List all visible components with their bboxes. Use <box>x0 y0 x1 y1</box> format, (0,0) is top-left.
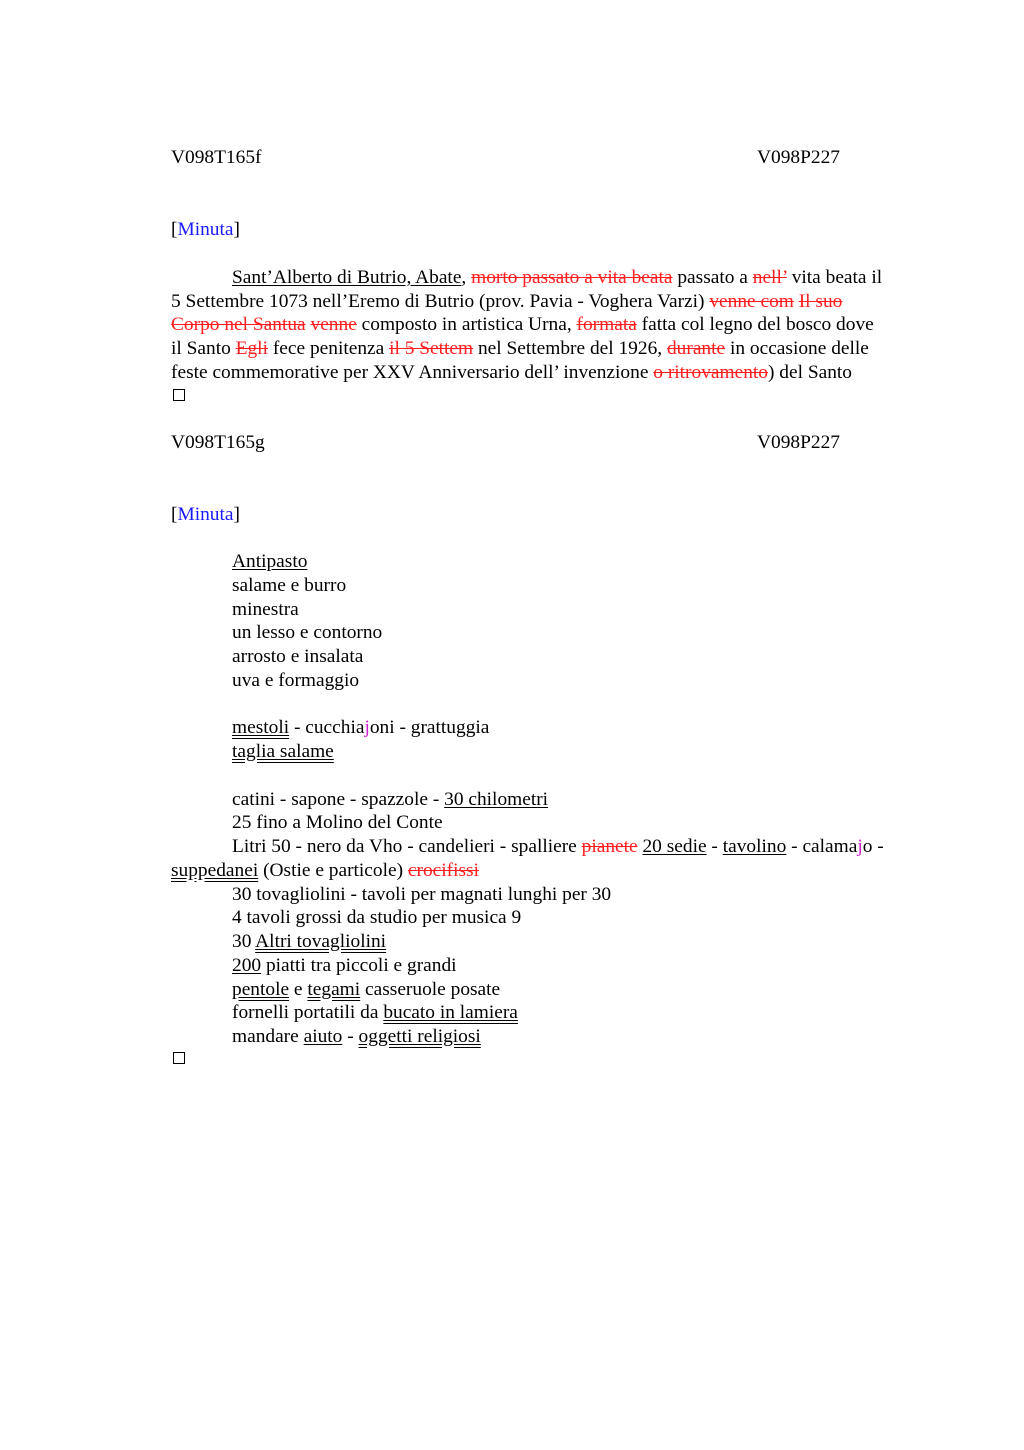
deleted-text: morto passato a vita beata <box>471 267 673 288</box>
menu-item: salame e burro <box>232 575 347 596</box>
paragraph-line-2: 5 Settembre 1073 nell’Eremo di Butrio (prov. Pavia - Voghera Varzi) venne com Il suo <box>171 291 843 312</box>
menu-item: un lesso e contorno <box>232 622 383 643</box>
deleted-text: Il suo <box>798 291 843 312</box>
deleted-text: o ritrovamento <box>653 362 768 383</box>
checkbox-square-icon <box>173 389 185 401</box>
menu-item: uva e formaggio <box>232 670 360 691</box>
note-line: 30 Altri tovagliolini <box>232 931 387 952</box>
doc-code-right-2: V098P227 <box>757 432 840 453</box>
deleted-text: Corpo nel Santua <box>171 314 306 335</box>
doc-code-right-1: V098P227 <box>757 147 840 168</box>
note-line: Litri 50 - nero da Vho - candelieri - spalliere pianete 20 sedie - tavolino - calamajo - <box>232 836 884 857</box>
deleted-text: Egli <box>235 338 268 359</box>
minuta-link: Minuta <box>177 504 234 525</box>
checkbox-square-icon <box>173 1052 185 1064</box>
minuta-label-1: [Minuta] <box>171 219 240 240</box>
menu-title: Antipasto <box>232 551 308 572</box>
note-line: mandare aiuto - oggetti religiosi <box>232 1026 481 1047</box>
doc-code-left-1: V098T165f <box>171 147 262 168</box>
deleted-text: venne <box>310 314 357 335</box>
note-line: 200 piatti tra piccoli e grandi <box>232 955 457 976</box>
deleted-text: il 5 Settem <box>389 338 474 359</box>
deleted-text: pianete <box>581 836 638 857</box>
minuta-label-2: [Minuta] <box>171 504 240 525</box>
menu-item: minestra <box>232 599 299 620</box>
menu-item: arrosto e insalata <box>232 646 364 667</box>
deleted-text: crocifissi <box>407 860 479 881</box>
paragraph-line-4: il Santo Egli fece penitenza il 5 Settem nel Settembre del 1926, durante in occasione delle <box>171 338 869 359</box>
deleted-text: nell’ <box>752 267 787 288</box>
note-line: taglia salame <box>232 741 334 762</box>
doc-code-left-2: V098T165g <box>171 432 265 453</box>
minuta-link: Minuta <box>177 219 234 240</box>
deleted-text: durante <box>666 338 726 359</box>
note-line: suppedanei (Ostie e particole) crocifissi <box>171 860 479 881</box>
note-line: 30 tovagliolini - tavoli per magnati lunghi per 30 <box>232 884 612 905</box>
paragraph-line-1: Sant’Alberto di Butrio, Abate, morto passato a vita beata passato a nell’ vita beata il <box>232 267 883 288</box>
note-line: catini - sapone - spazzole - 30 chilometri <box>232 789 549 810</box>
note-line: 4 tavoli grossi da studio per musica 9 <box>232 907 522 928</box>
deleted-text: formata <box>576 314 637 335</box>
note-line: fornelli portatili da bucato in lamiera <box>232 1002 518 1023</box>
paragraph-line-5: feste commemorative per XXV Anniversario dell’ invenzione o ritrovamento) del Santo <box>171 362 852 383</box>
deleted-text: venne com <box>709 291 794 312</box>
note-line: 25 fino a Molino del Conte <box>232 812 443 833</box>
paragraph-line-3: Corpo nel Santua venne composto in artistica Urna, formata fatta col legno del bosco dove <box>171 314 874 335</box>
note-line: pentole e tegami casseruole posate <box>232 979 501 1000</box>
note-line: mestoli - cucchiajoni - grattuggia <box>232 717 490 738</box>
